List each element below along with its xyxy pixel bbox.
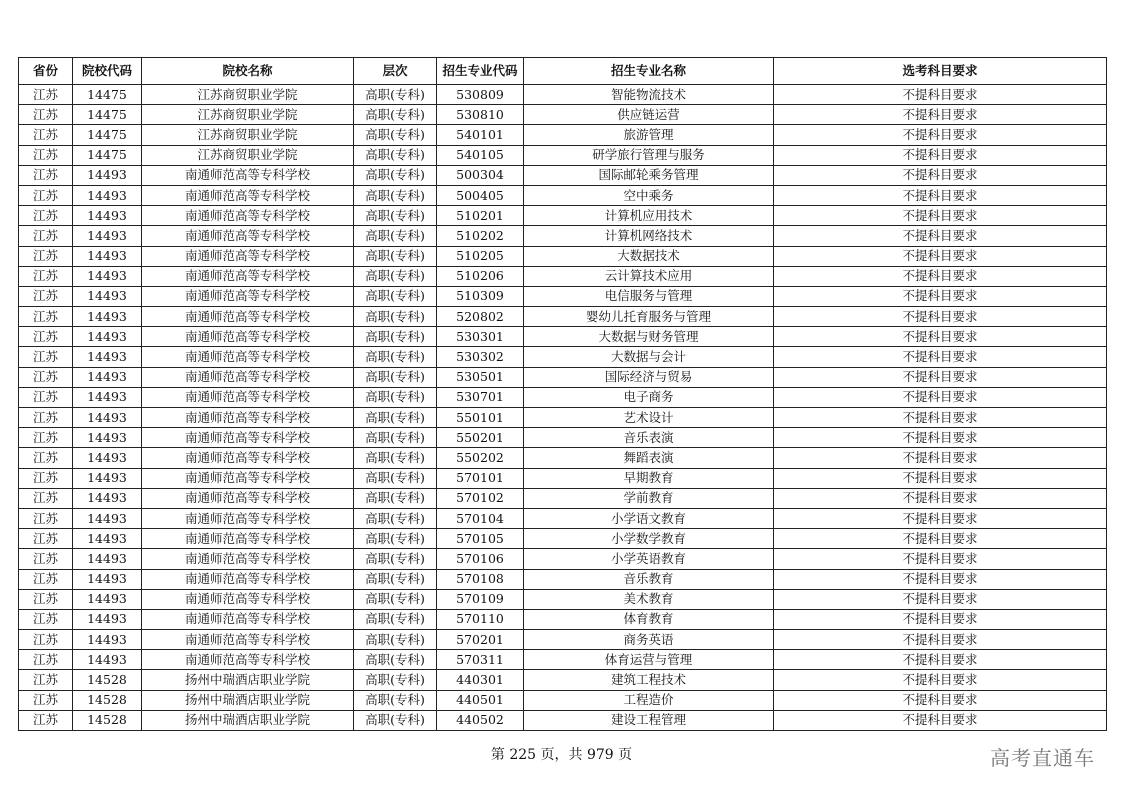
cell-subject-requirement: 不提科目要求 (774, 670, 1107, 690)
cell-subject-requirement: 不提科目要求 (774, 206, 1107, 226)
cell-province: 江苏 (19, 468, 73, 488)
cell-school-name: 扬州中瑞酒店职业学院 (142, 690, 354, 710)
cell-major-code: 530701 (437, 387, 524, 407)
page-number: 第 225 页，共 979 页 (490, 747, 633, 763)
cell-level: 高职(专科) (354, 185, 437, 205)
cell-province: 江苏 (19, 630, 73, 650)
admission-table (18, 57, 1107, 731)
cell-school-name: 江苏商贸职业学院 (142, 85, 354, 105)
cell-major-name: 供应链运营 (524, 105, 774, 125)
table-row (19, 710, 1107, 730)
cell-school-code: 14493 (73, 185, 142, 205)
cell-school-name: 南通师范高等专科学校 (142, 630, 354, 650)
cell-level: 高职(专科) (354, 226, 437, 246)
cell-major-code: 440301 (437, 670, 524, 690)
cell-school-code: 14493 (73, 630, 142, 650)
table-row (19, 650, 1107, 670)
cell-province: 江苏 (19, 367, 73, 387)
cell-province: 江苏 (19, 549, 73, 569)
cell-school-code: 14493 (73, 347, 142, 367)
cell-province: 江苏 (19, 609, 73, 629)
table-row (19, 165, 1107, 185)
cell-subject-requirement: 不提科目要求 (774, 246, 1107, 266)
cell-major-name: 小学数学教育 (524, 529, 774, 549)
cell-subject-requirement: 不提科目要求 (774, 105, 1107, 125)
cell-subject-requirement: 不提科目要求 (774, 286, 1107, 306)
cell-school-name: 南通师范高等专科学校 (142, 327, 354, 347)
cell-province: 江苏 (19, 307, 73, 327)
cell-subject-requirement: 不提科目要求 (774, 307, 1107, 327)
cell-major-code: 440502 (437, 710, 524, 730)
table-header-row (19, 58, 1107, 85)
cell-major-code: 500405 (437, 185, 524, 205)
cell-school-name: 南通师范高等专科学校 (142, 387, 354, 407)
cell-school-code: 14475 (73, 85, 142, 105)
cell-major-name: 美术教育 (524, 589, 774, 609)
cell-major-name: 计算机网络技术 (524, 226, 774, 246)
cell-level: 高职(专科) (354, 327, 437, 347)
cell-major-name: 艺术设计 (524, 408, 774, 428)
cell-school-code: 14493 (73, 408, 142, 428)
cell-school-name: 江苏商贸职业学院 (142, 105, 354, 125)
cell-province: 江苏 (19, 266, 73, 286)
cell-subject-requirement: 不提科目要求 (774, 327, 1107, 347)
cell-major-code: 540101 (437, 125, 524, 145)
table-row (19, 549, 1107, 569)
cell-school-name: 南通师范高等专科学校 (142, 206, 354, 226)
cell-major-name: 小学英语教育 (524, 549, 774, 569)
cell-subject-requirement: 不提科目要求 (774, 428, 1107, 448)
cell-level: 高职(专科) (354, 85, 437, 105)
table-row (19, 145, 1107, 165)
table-row (19, 408, 1107, 428)
cell-major-name: 建设工程管理 (524, 710, 774, 730)
cell-major-name: 电信服务与管理 (524, 286, 774, 306)
cell-subject-requirement: 不提科目要求 (774, 165, 1107, 185)
cell-province: 江苏 (19, 387, 73, 407)
cell-major-code: 530809 (437, 85, 524, 105)
cell-school-name: 南通师范高等专科学校 (142, 508, 354, 528)
cell-subject-requirement: 不提科目要求 (774, 529, 1107, 549)
cell-school-name: 南通师范高等专科学校 (142, 165, 354, 185)
cell-major-code: 500304 (437, 165, 524, 185)
cell-school-code: 14493 (73, 589, 142, 609)
cell-subject-requirement: 不提科目要求 (774, 710, 1107, 730)
cell-major-code: 570105 (437, 529, 524, 549)
cell-subject-requirement: 不提科目要求 (774, 549, 1107, 569)
cell-school-code: 14493 (73, 327, 142, 347)
cell-major-code: 530810 (437, 105, 524, 125)
cell-school-name: 南通师范高等专科学校 (142, 266, 354, 286)
cell-school-name: 南通师范高等专科学校 (142, 468, 354, 488)
cell-major-name: 婴幼儿托育服务与管理 (524, 307, 774, 327)
cell-major-code: 510205 (437, 246, 524, 266)
cell-major-name: 小学语文教育 (524, 508, 774, 528)
cell-level: 高职(专科) (354, 529, 437, 549)
cell-major-name: 体育教育 (524, 609, 774, 629)
cell-subject-requirement: 不提科目要求 (774, 347, 1107, 367)
table-row (19, 206, 1107, 226)
table-row (19, 448, 1107, 468)
cell-subject-requirement: 不提科目要求 (774, 508, 1107, 528)
cell-province: 江苏 (19, 710, 73, 730)
cell-school-code: 14493 (73, 468, 142, 488)
header-major-name: 招生专业名称 (524, 58, 774, 85)
cell-major-code: 520802 (437, 307, 524, 327)
cell-major-code: 510201 (437, 206, 524, 226)
cell-major-name: 云计算技术应用 (524, 266, 774, 286)
cell-school-code: 14528 (73, 670, 142, 690)
cell-province: 江苏 (19, 690, 73, 710)
cell-school-name: 南通师范高等专科学校 (142, 185, 354, 205)
cell-school-name: 南通师范高等专科学校 (142, 650, 354, 670)
cell-subject-requirement: 不提科目要求 (774, 185, 1107, 205)
cell-major-name: 空中乘务 (524, 185, 774, 205)
cell-subject-requirement: 不提科目要求 (774, 145, 1107, 165)
cell-subject-requirement: 不提科目要求 (774, 85, 1107, 105)
cell-school-name: 南通师范高等专科学校 (142, 569, 354, 589)
cell-school-name: 江苏商贸职业学院 (142, 145, 354, 165)
cell-school-code: 14475 (73, 125, 142, 145)
table-row (19, 690, 1107, 710)
cell-major-code: 540105 (437, 145, 524, 165)
cell-school-name: 南通师范高等专科学校 (142, 226, 354, 246)
cell-province: 江苏 (19, 347, 73, 367)
cell-school-name: 南通师范高等专科学校 (142, 448, 354, 468)
cell-major-code: 570104 (437, 508, 524, 528)
cell-province: 江苏 (19, 185, 73, 205)
cell-school-code: 14493 (73, 367, 142, 387)
cell-school-name: 南通师范高等专科学校 (142, 286, 354, 306)
cell-school-name: 江苏商贸职业学院 (142, 125, 354, 145)
cell-school-code: 14493 (73, 650, 142, 670)
cell-level: 高职(专科) (354, 367, 437, 387)
cell-major-name: 体育运营与管理 (524, 650, 774, 670)
cell-level: 高职(专科) (354, 347, 437, 367)
cell-level: 高职(专科) (354, 589, 437, 609)
cell-level: 高职(专科) (354, 165, 437, 185)
cell-school-code: 14493 (73, 428, 142, 448)
cell-school-name: 南通师范高等专科学校 (142, 428, 354, 448)
cell-level: 高职(专科) (354, 206, 437, 226)
cell-major-code: 570201 (437, 630, 524, 650)
cell-province: 江苏 (19, 246, 73, 266)
table-row (19, 327, 1107, 347)
table-row (19, 367, 1107, 387)
cell-major-code: 570102 (437, 488, 524, 508)
cell-major-code: 510206 (437, 266, 524, 286)
cell-level: 高职(专科) (354, 307, 437, 327)
cell-school-name: 南通师范高等专科学校 (142, 488, 354, 508)
header-school-name: 院校名称 (142, 58, 354, 85)
cell-province: 江苏 (19, 488, 73, 508)
cell-major-code: 550202 (437, 448, 524, 468)
cell-major-code: 550201 (437, 428, 524, 448)
cell-major-code: 570101 (437, 468, 524, 488)
table-row (19, 105, 1107, 125)
cell-level: 高职(专科) (354, 468, 437, 488)
cell-major-name: 学前教育 (524, 488, 774, 508)
header-major-code: 招生专业代码 (437, 58, 524, 85)
cell-school-code: 14493 (73, 569, 142, 589)
cell-major-name: 音乐表演 (524, 428, 774, 448)
cell-major-name: 国际经济与贸易 (524, 367, 774, 387)
table-row (19, 125, 1107, 145)
cell-school-name: 南通师范高等专科学校 (142, 609, 354, 629)
table-row (19, 630, 1107, 650)
table-row (19, 286, 1107, 306)
table-row (19, 468, 1107, 488)
cell-subject-requirement: 不提科目要求 (774, 408, 1107, 428)
cell-subject-requirement: 不提科目要求 (774, 125, 1107, 145)
table-row (19, 387, 1107, 407)
cell-major-code: 570311 (437, 650, 524, 670)
cell-level: 高职(专科) (354, 569, 437, 589)
cell-level: 高职(专科) (354, 508, 437, 528)
cell-province: 江苏 (19, 286, 73, 306)
cell-subject-requirement: 不提科目要求 (774, 448, 1107, 468)
table-row (19, 185, 1107, 205)
cell-school-name: 南通师范高等专科学校 (142, 347, 354, 367)
cell-level: 高职(专科) (354, 670, 437, 690)
cell-province: 江苏 (19, 145, 73, 165)
cell-school-code: 14475 (73, 145, 142, 165)
table-row (19, 266, 1107, 286)
table-row (19, 307, 1107, 327)
cell-school-code: 14475 (73, 105, 142, 125)
cell-level: 高职(专科) (354, 408, 437, 428)
table-row (19, 589, 1107, 609)
cell-province: 江苏 (19, 408, 73, 428)
cell-major-name: 音乐教育 (524, 569, 774, 589)
cell-province: 江苏 (19, 670, 73, 690)
cell-subject-requirement: 不提科目要求 (774, 630, 1107, 650)
cell-subject-requirement: 不提科目要求 (774, 367, 1107, 387)
cell-major-name: 建筑工程技术 (524, 670, 774, 690)
cell-school-code: 14493 (73, 206, 142, 226)
cell-major-name: 国际邮轮乘务管理 (524, 165, 774, 185)
cell-province: 江苏 (19, 529, 73, 549)
cell-major-code: 570108 (437, 569, 524, 589)
cell-level: 高职(专科) (354, 448, 437, 468)
cell-major-name: 电子商务 (524, 387, 774, 407)
cell-level: 高职(专科) (354, 609, 437, 629)
table-row (19, 246, 1107, 266)
cell-major-code: 440501 (437, 690, 524, 710)
cell-school-code: 14528 (73, 690, 142, 710)
cell-major-code: 510202 (437, 226, 524, 246)
cell-subject-requirement: 不提科目要求 (774, 650, 1107, 670)
cell-subject-requirement: 不提科目要求 (774, 266, 1107, 286)
cell-school-code: 14493 (73, 488, 142, 508)
cell-province: 江苏 (19, 569, 73, 589)
cell-level: 高职(专科) (354, 428, 437, 448)
cell-level: 高职(专科) (354, 690, 437, 710)
cell-subject-requirement: 不提科目要求 (774, 690, 1107, 710)
cell-school-name: 扬州中瑞酒店职业学院 (142, 670, 354, 690)
cell-province: 江苏 (19, 105, 73, 125)
cell-level: 高职(专科) (354, 125, 437, 145)
cell-level: 高职(专科) (354, 246, 437, 266)
cell-school-name: 南通师范高等专科学校 (142, 549, 354, 569)
cell-major-name: 工程造价 (524, 690, 774, 710)
cell-major-name: 智能物流技术 (524, 85, 774, 105)
header-school-code: 院校代码 (73, 58, 142, 85)
table-row (19, 428, 1107, 448)
table-row (19, 508, 1107, 528)
cell-province: 江苏 (19, 125, 73, 145)
cell-school-code: 14493 (73, 266, 142, 286)
cell-major-code: 570110 (437, 609, 524, 629)
cell-school-name: 南通师范高等专科学校 (142, 589, 354, 609)
cell-school-name: 扬州中瑞酒店职业学院 (142, 710, 354, 730)
cell-major-code: 530302 (437, 347, 524, 367)
cell-school-code: 14493 (73, 307, 142, 327)
cell-level: 高职(专科) (354, 266, 437, 286)
cell-level: 高职(专科) (354, 488, 437, 508)
table-row (19, 488, 1107, 508)
cell-province: 江苏 (19, 448, 73, 468)
cell-level: 高职(专科) (354, 650, 437, 670)
cell-major-name: 研学旅行管理与服务 (524, 145, 774, 165)
table-row (19, 670, 1107, 690)
table-row (19, 85, 1107, 105)
cell-school-code: 14493 (73, 448, 142, 468)
cell-subject-requirement: 不提科目要求 (774, 569, 1107, 589)
cell-major-name: 商务英语 (524, 630, 774, 650)
table-body (19, 85, 1107, 731)
cell-level: 高职(专科) (354, 630, 437, 650)
header-province: 省份 (19, 58, 73, 85)
table-row (19, 226, 1107, 246)
cell-major-code: 530301 (437, 327, 524, 347)
cell-province: 江苏 (19, 650, 73, 670)
cell-school-name: 南通师范高等专科学校 (142, 529, 354, 549)
cell-major-code: 550101 (437, 408, 524, 428)
cell-major-code: 570106 (437, 549, 524, 569)
cell-subject-requirement: 不提科目要求 (774, 387, 1107, 407)
cell-school-code: 14493 (73, 226, 142, 246)
table-row (19, 569, 1107, 589)
table-row (19, 529, 1107, 549)
cell-school-name: 南通师范高等专科学校 (142, 408, 354, 428)
cell-province: 江苏 (19, 85, 73, 105)
cell-school-code: 14493 (73, 549, 142, 569)
cell-province: 江苏 (19, 226, 73, 246)
cell-subject-requirement: 不提科目要求 (774, 488, 1107, 508)
cell-level: 高职(专科) (354, 286, 437, 306)
cell-school-code: 14528 (73, 710, 142, 730)
cell-major-name: 计算机应用技术 (524, 206, 774, 226)
cell-subject-requirement: 不提科目要求 (774, 226, 1107, 246)
cell-school-code: 14493 (73, 387, 142, 407)
cell-province: 江苏 (19, 508, 73, 528)
cell-province: 江苏 (19, 206, 73, 226)
cell-school-name: 南通师范高等专科学校 (142, 246, 354, 266)
cell-school-code: 14493 (73, 508, 142, 528)
cell-major-code: 530501 (437, 367, 524, 387)
cell-level: 高职(专科) (354, 145, 437, 165)
cell-subject-requirement: 不提科目要求 (774, 468, 1107, 488)
cell-province: 江苏 (19, 327, 73, 347)
cell-school-code: 14493 (73, 246, 142, 266)
cell-level: 高职(专科) (354, 105, 437, 125)
table-row (19, 347, 1107, 367)
cell-school-code: 14493 (73, 609, 142, 629)
watermark-text: 高考直通车 (990, 746, 1095, 770)
cell-level: 高职(专科) (354, 710, 437, 730)
cell-province: 江苏 (19, 165, 73, 185)
cell-school-name: 南通师范高等专科学校 (142, 307, 354, 327)
cell-major-name: 大数据技术 (524, 246, 774, 266)
header-subject-requirement: 选考科目要求 (774, 58, 1107, 85)
cell-major-name: 大数据与财务管理 (524, 327, 774, 347)
cell-level: 高职(专科) (354, 387, 437, 407)
cell-subject-requirement: 不提科目要求 (774, 609, 1107, 629)
cell-school-name: 南通师范高等专科学校 (142, 367, 354, 387)
table-row (19, 609, 1107, 629)
cell-major-name: 大数据与会计 (524, 347, 774, 367)
cell-level: 高职(专科) (354, 549, 437, 569)
cell-major-code: 510309 (437, 286, 524, 306)
header-level: 层次 (354, 58, 437, 85)
cell-subject-requirement: 不提科目要求 (774, 589, 1107, 609)
cell-major-name: 旅游管理 (524, 125, 774, 145)
cell-major-name: 舞蹈表演 (524, 448, 774, 468)
cell-school-code: 14493 (73, 165, 142, 185)
cell-province: 江苏 (19, 589, 73, 609)
cell-province: 江苏 (19, 428, 73, 448)
cell-school-code: 14493 (73, 286, 142, 306)
cell-major-code: 570109 (437, 589, 524, 609)
cell-school-code: 14493 (73, 529, 142, 549)
cell-major-name: 早期教育 (524, 468, 774, 488)
